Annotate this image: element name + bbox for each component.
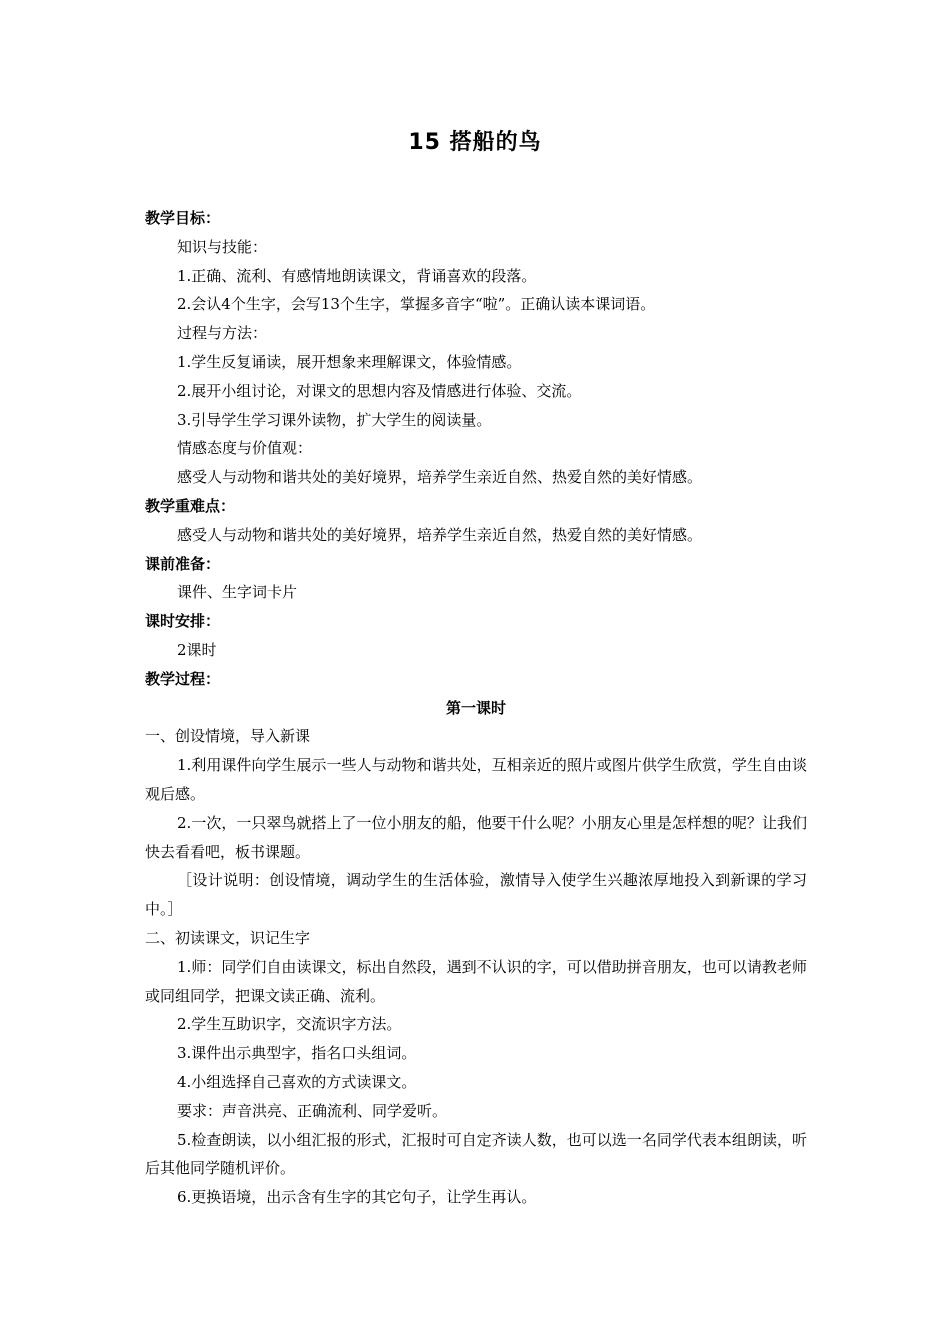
paragraph: 要求：声音洪亮、正确流利、同学爱听。 <box>177 1101 448 1120</box>
paragraph: 6.更换语境，出示含有生字的其它句子，让学生再认。 <box>177 1188 537 1207</box>
goal-item: 1.学生反复诵读，展开想象来理解课文，体验情感。 <box>177 352 522 371</box>
paragraph: 2.学生互助识字，交流识字方法。 <box>177 1015 402 1034</box>
paragraph: 1.师：同学们自由读课文，标出自然段，遇到不认识的字，可以借助拼音朋友，也可以请教老师或同组同学，把课文读正确、流利。 <box>145 957 807 1005</box>
schedule-text: 2课时 <box>177 640 217 659</box>
process-heading: 过程与方法： <box>177 324 268 343</box>
goal-item: 2.会认4个生字，会写13个生字，掌握多音字“啦”。正确认读本课词语。 <box>177 295 656 314</box>
goal-item: 感受人与动物和谐共处的美好境界，培养学生亲近自然、热爱自然的美好情感。 <box>177 468 703 487</box>
goal-item: 3.引导学生学习课外读物，扩大学生的阅读量。 <box>177 410 492 429</box>
design-note: ［设计说明：创设情境，调动学生的生活体验，激情导入使学生兴趣浓厚地投入到新课的学习中。］ <box>145 871 807 919</box>
key-points-heading: 教学重难点： <box>145 496 236 515</box>
goal-item: 1.正确、流利、有感情地朗读课文，背诵喜欢的段落。 <box>177 266 537 285</box>
goal-item: 2.展开小组讨论，对课文的思想内容及情感进行体验、交流。 <box>177 381 582 400</box>
schedule-heading: 课时安排： <box>145 612 221 631</box>
paragraph: 2.一次，一只翠鸟就搭上了一位小朋友的船，他要干什么呢？小朋友心里是怎样想的呢？让我们快去看看吧，板书课题。 <box>145 813 807 861</box>
key-point-text: 感受人与动物和谐共处的美好境界，培养学生亲近自然，热爱自然的美好情感。 <box>177 525 703 544</box>
goals-heading: 教学目标： <box>145 209 221 227</box>
preparation-text: 课件、生字词卡片 <box>177 583 298 602</box>
paragraph: 3.课件出示典型字，指名口头组词。 <box>177 1044 417 1063</box>
lesson-one-heading: 第一课时 <box>445 698 506 717</box>
part-one-heading: 一、创设情境，导入新课 <box>145 727 311 746</box>
part-two-heading: 二、初读课文，识记生字 <box>145 928 311 947</box>
teaching-process-heading: 教学过程： <box>145 669 221 688</box>
paragraph: 4.小组选择自己喜欢的方式读课文。 <box>177 1072 417 1091</box>
emotion-heading: 情感态度与价值观： <box>177 439 313 458</box>
paragraph: 1.利用课件向学生展示一些人与动物和谐共处，互相亲近的照片或图片供学生欣赏，学生自由谈观后感。 <box>145 756 807 803</box>
page-title: 15 搭船的鸟 <box>408 130 542 155</box>
document-body <box>145 204 807 1212</box>
preparation-heading: 课前准备： <box>145 554 221 573</box>
paragraph: 5.检查朗读，以小组汇报的形式，汇报时可自定齐读人数，也可以选一名同学代表本组朗读，听后其他同学随机评价。 <box>145 1130 807 1178</box>
knowledge-heading: 知识与技能： <box>177 237 268 256</box>
